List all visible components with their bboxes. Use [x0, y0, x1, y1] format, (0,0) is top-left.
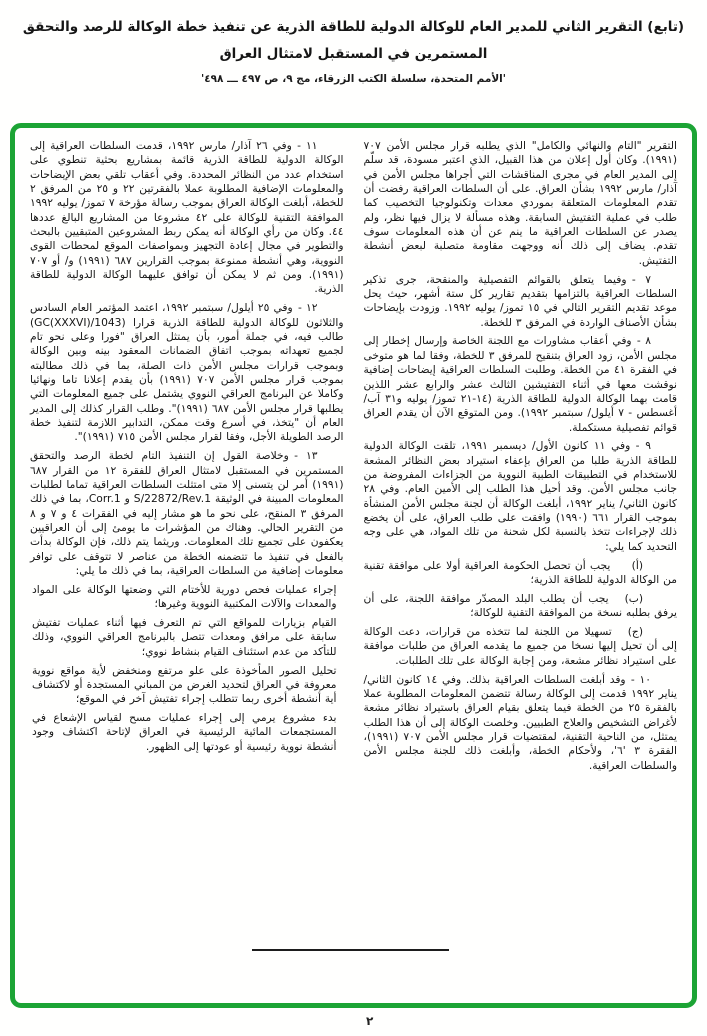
list-item-radiation-survey: بدء مشروع يرمي إلى إجراء عمليات مسح لقياس الإشعاع في المستجمعات المائية الرئيسية في العراق لإتاحة اكتشاف وجود أنشطة نووية رئيسية أو عودتها إلى الظهور. [32, 711, 337, 753]
list-item-photo-analysis: تحليل الصور المأخوذة على علو مرتفع ومنخفض لأية مواقع نووية معروفة في العراق لتحديد الغرض من المباني المستجدة أو لاكتشاف أية أنشطة أخرى ربما تتطلب إجراء تفتيش آخر في الموقع؛ [32, 663, 337, 706]
highlight-border-box [10, 123, 697, 1008]
paragraph-10: ١٠ - وقد أبلغت السلطات العراقية بذلك. وفي ١٤ كانون الثاني/ يناير ١٩٩٢ قدمت إلى الوكالة رسالة تتضمن المعلومات المطلوبة عملا بالفقرة ٢٥ من الخطة فيما يتعلق بقيام العراق باستيراد نظائر مشعة لأغراض التشخيص والعلاج الطبيين. وخلصت الوكالة إلى أن هذا الطلب يمتثل، من الناحية التقنية، لمقتضيات قرار مجلس الأمن ٧٠٧ (١٩٩١)، الفقرة ٣ '٦'، ولأحكام الخطة، وأبلغت ذلك للجنة مجلس الأمن والسلطات العراقية. [363, 672, 678, 772]
paragraph-7: ٧ - وفيما يتعلق بالقوائم التفصيلية والمنقحة، جرى تذكير السلطات العراقية بالتزامها بتقديم تقارير كل ستة أشهر، حيث يحل موعد تقديم التقرير التالي في ١٥ تموز/ يوليه ١٩٩٢. وزودت بإيضاحات بشأن الأصناف الواردة في المرفق ٣ للخطة. [363, 272, 678, 329]
document-source-line: 'الأمم المتحدة، سلسلة الكتب الزرقاء، مج ٩، ص ٤٩٧ ـــ ٤٩٨' [201, 73, 506, 85]
two-column-body [15, 128, 692, 1003]
subitem-a: (أ) يجب أن تحصل الحكومة العراقية أولا على موافقة تقنية من الوكالة الدولية للطاقة الذرية؛ [363, 558, 677, 586]
column-left [30, 139, 344, 995]
paragraph-8: ٨ - وفي أعقاب مشاورات مع اللجنة الخاصة وإرسال إخطار إلى مجلس الأمن، زود العراق بتنقيح للمرفق ٣ للخطة، وفقا لما هو متوخى في الفقرة ٤١ من الخطة. وطلبت السلطات العراقية إيضاحات إضافية نوقشت معها في أثناء التفتيشين الثالث عشر والرابع عشر اللذين قامت بهما الوكالة الدولية للطاقة الذرية (١٤-٢١ تموز/ يوليه و٣١ آب/ أغسطس - ٧ أيلول/ سبتمبر ١٩٩٢). ومن المتوقع الآن أن يقدم العراق قوائم تفصيلية مستكملة. [363, 334, 677, 434]
paragraph-6-continuation: التقرير "التام والنهائي والكامل" الذي يطلبه قرار مجلس الأمن ٧٠٧ (١٩٩١). وكان أول إعلان من هذا القبيل، الذي اعتبر مسودة، قد سلّم إلى المدير العام في مجرى المناقشات التي أجراها مجلس الأمن في آذار/ مارس ١٩٩٢ بشأن العراق. على أن السلطات العراقية رفضت أن تقدم المعلومات المتعلقة بموردي معدات وتكنولوجيا التخصيب كما طلب في عملية التفتيش السابقة. وهذه مسألة لا يزال فيها نظر، ولم يصدر عن السلطات العراقية ما ينم عن أن هذه المعلومات سوف تقدم. يضاف إلى ذلك أنه ووجهت مقاومة متصلبة لبعض أنشطة التفتيش. [363, 139, 677, 267]
paragraph-9: ٩ - وفي ١١ كانون الأول/ ديسمبر ١٩٩١، تلقت الوكالة الدولية للطاقة الذرية طلبا من العراق بإعفاء استيراد بعض النظائر المشعة للاستخدام في التطبيقات الطبية النووية من الجزاءات المفروضة من جانب مجلس الأمن. وقد أحيل هذا الطلب إلى الأمين العام. وفي ٢٨ كانون الثاني/ يناير ١٩٩٢، أبلغت الوكالة أن لجنة مجلس الأمن المنشأة بموجب القرار ٦٦١ (١٩٩٠) وافقت على طلب العراق، على أن يخضع ذلك لإجراءات تتخذ بالنسبة لكل شحنة من تلك المواد، هي على وجه التحديد كما يلي: [363, 439, 677, 553]
paragraph-13: ١٣ - وخلاصة القول إن التنفيذ التام لخطة الرصد والتحقق المستمرين في المستقبل لامتثال العراق للفقرة ١٢ من القرار ٦٨٧ (١٩٩١) أمر لن يتسنى إلا متى امتثلت السلطات العراقية تماما لطلبات المعلومات المبينة في الوثيقة S/22872/Rev.1 و Corr.1، بما في ذلك المرفق ٣ المنقح، على نحو ما هو مشار إليه في الفقرات ٤ و ٧ و ٨ من التقرير الحالي. وهناك من المؤشرات ما يومئ إلى أن العراقيين يعكفون على تجميع تلك المعلومات. وريثما يتم ذلك، فإن الوكالة بدأت بالفعل في تنفيذ ما تتضمنه الخطة من عناصر لا تتوقف على توافر معلومات إضافية من السلطات العراقية، بما في ذلك ما يلي: [30, 449, 344, 577]
subitem-b: (ب) يجب أن يطلب البلد المصدّر موافقة اللجنة، على أن يرفق بطلبه نسخة من الموافقة التقنية للوكالة؛ [363, 591, 677, 620]
paragraph-11: ١١ - وفي ٢٦ آذار/ مارس ١٩٩٢، قدمت السلطات العراقية إلى الوكالة الدولية للطاقة الذرية قائمة بمشاريع بحثية تنطوي على استخدام عدد من النظائر المحددة. وفي أعقاب تلقي بعض الإيضاحات والمعلومات الإضافية المطلوبة عملا بالفقرتين ٢٢ و ٢٥ من المرفق ٢ للخطة، أبلغت الوكالة العراق بموجب رسالة مؤرخة ٧ تموز/ يوليه ١٩٩٢ الموافقة التقنية للوكالة على ٤٢ مشروعا من المشاريع البالغ عددها ٤٤. وكان من رأي الوكالة أنه يمكن ربط المشروعين المتبقيين بالبحث والتطوير في مجال إعادة التجهيز وبمواصفات الموقع لمحطات القوى النووية، وهي أنشطة ممنوعة بموجب القرارين ٦٨٧ (١٩٩١) و/ أو ٧٠٧ (١٩٩١). ومن ثم لا يمكن أن توافق عليهما الوكالة الدولية للطاقة الذرية. [30, 139, 344, 296]
page-number: ٢ [366, 1014, 374, 1028]
document-title-line1: (تابع) التقرير الثاني للمدير العام للوكالة الدولية للطاقة الذرية عن تنفيذ خطة الوكالة للرصد والتحقق [22, 19, 685, 35]
paragraph-12: ١٢ - وفي ٢٥ أيلول/ سبتمبر ١٩٩٢، اعتمد المؤتمر العام السادس والثلاثون للوكالة الدولية للطاقة الذرية قرارا (GC(XXXVI)/1043) طالب فيه، في جملة أمور، بأن يمتثل العراق "فورا وعلى نحو تام لجميع تعهداته بموجب اتفاق الضمانات المعقود بينه وبين الوكالة وبموجب قرارات مجلس الأمن ذات الصلة، بما في ذلك مطالبته بموجب قرار مجلس الأمن ٧٠٧ (١٩٩١) بأن يقدم إعلانا تاما ونهائيا وكاملا عن البرنامج العراقي النووي يشتمل على جميع المعلومات التي يطلبها قرار مجلس الأمن ٦٨٧ (١٩٩١)". وطلب القرار كذلك إلى المدير العام أن "يتخذ، في أسرع وقت ممكن، التدابير اللازمة لتنفيذ خطة الرصد الطويلة الأجل، وفقا لقرار مجلس الأمن ٧١٥ (١٩٩١)". [30, 301, 344, 444]
footnote-separator-rule [252, 949, 449, 951]
list-item-site-visits: القيام بزيارات للمواقع التي تم التعرف فيها أثناء عمليات تفتيش سابقة على مرافق ومعدات تتصل بالبرنامج العراقي النووي، وذلك للتأكد من عدم استئناف القيام بنشاط نووي؛ [32, 616, 337, 658]
column-right [364, 139, 678, 995]
document-title-line2: المستمرين في المستقبل لامتثال العراق [219, 46, 488, 62]
document-header [0, 14, 707, 85]
list-item-seal-checks: إجراء عمليات فحص دورية للأختام التي وضعتها الوكالة على المواد والمعدات والآلات المكتبية النووية وغيرها؛ [32, 582, 337, 611]
subitem-c: (ج) تسهيلا من اللجنة لما تتخذه من قرارات، دعت الوكالة إلى أن تحيل إليها نسخا من جميع ما يقدمه العراق من طلبات موافقة على استيراد نظائر مشعة، ومن إجابة الوكالة على تلك الطلبات. [363, 625, 677, 667]
